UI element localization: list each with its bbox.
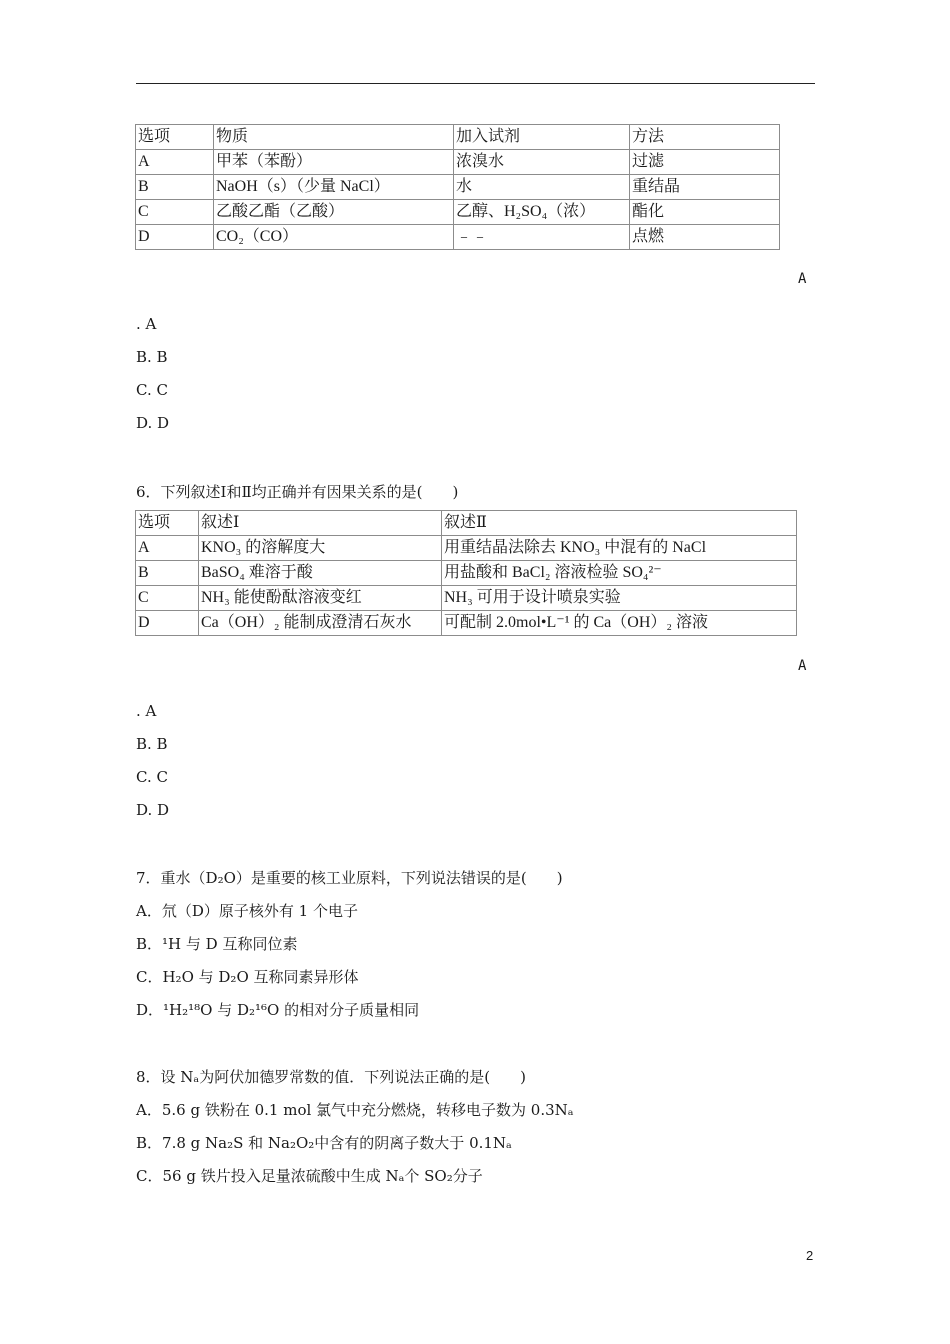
table-header-row	[136, 511, 797, 536]
table-cell: 乙酸乙酯（乙酸）	[214, 200, 454, 225]
table-cell: NH₃ 能使酚酞溶液变红	[199, 586, 442, 611]
option-c: C．56 g 铁片投入足量浓硫酸中生成 Nₐ个 SO₂分子	[136, 1167, 483, 1185]
q6-table	[135, 510, 797, 636]
option-b: B．¹H 与 D 互称同位素	[136, 935, 298, 953]
table-cell: 重结晶	[630, 175, 780, 200]
question-stem: 8．设 Nₐ为阿伏加德罗常数的值．下列说法正确的是( )	[136, 1068, 526, 1086]
table-cell: 用盐酸和 BaCl₂ 溶液检验 SO₄²⁻	[442, 561, 797, 586]
table-row	[136, 611, 797, 636]
table-cell: ﹣﹣	[454, 225, 630, 250]
table-header-cell: 加入试剂	[454, 125, 630, 150]
option-c: C. C	[136, 768, 168, 786]
q5-table	[135, 124, 780, 250]
option-a: A．5.6 g 铁粉在 0.1 mol 氯气中充分燃烧，转移电子数为 0.3Nₐ	[136, 1101, 574, 1119]
table-cell: B	[136, 175, 214, 200]
stray-answer-letter: A	[798, 658, 807, 674]
table-cell: Ca（OH）₂ 能制成澄清石灰水	[199, 611, 442, 636]
option-d: D．¹H₂¹⁸O 与 D₂¹⁶O 的相对分子质量相同	[136, 1001, 420, 1019]
table-cell: B	[136, 561, 199, 586]
table-row	[136, 536, 797, 561]
option-b: B．7.8 g Na₂S 和 Na₂O₂中含有的阴离子数大于 0.1Nₐ	[136, 1134, 512, 1152]
table-cell: A	[136, 150, 214, 175]
table-row	[136, 175, 780, 200]
table-cell: 可配制 2.0mol•L⁻¹ 的 Ca（OH）₂ 溶液	[442, 611, 797, 636]
table-row	[136, 200, 780, 225]
option-d: D. D	[136, 801, 170, 819]
table-header-cell: 物质	[214, 125, 454, 150]
table-header-cell: 选项	[136, 511, 199, 536]
table-row	[136, 586, 797, 611]
stray-answer-letter: A	[798, 271, 807, 287]
table-cell: BaSO₄ 难溶于酸	[199, 561, 442, 586]
option-b: B. B	[136, 348, 168, 366]
table-cell: KNO₃ 的溶解度大	[199, 536, 442, 561]
table-cell: CO₂（CO）	[214, 225, 454, 250]
option-b: B. B	[136, 735, 168, 753]
option-a: A．氘（D）原子核外有 1 个电子	[136, 902, 358, 920]
page-number: 2	[806, 1248, 814, 1263]
table-header-cell: 方法	[630, 125, 780, 150]
table-cell: C	[136, 200, 214, 225]
table-header-cell: 叙述Ⅰ	[199, 511, 442, 536]
table-cell: NH₃ 可用于设计喷泉实验	[442, 586, 797, 611]
option-a: . A	[136, 702, 157, 720]
table-row	[136, 561, 797, 586]
table-cell: NaOH（s）（少量 NaCl）	[214, 175, 454, 200]
table-cell: 乙醇、H₂SO₄（浓）	[454, 200, 630, 225]
question-stem: 6．下列叙述Ⅰ和Ⅱ均正确并有因果关系的是( )	[136, 483, 459, 501]
option-c: C. C	[136, 381, 168, 399]
option-a: . A	[136, 315, 157, 333]
question-stem: 7．重水（D₂O）是重要的核工业原料，下列说法错误的是( )	[136, 869, 563, 887]
header-rule	[136, 83, 815, 84]
table-cell: 过滤	[630, 150, 780, 175]
table-header-cell: 选项	[136, 125, 214, 150]
option-d: D. D	[136, 414, 170, 432]
table-cell: D	[136, 611, 199, 636]
table-cell: 甲苯（苯酚）	[214, 150, 454, 175]
table-cell: 用重结晶法除去 KNO₃ 中混有的 NaCl	[442, 536, 797, 561]
option-c: C．H₂O 与 D₂O 互称同素异形体	[136, 968, 359, 986]
table-cell: D	[136, 225, 214, 250]
table-cell: 点燃	[630, 225, 780, 250]
table-row	[136, 225, 780, 250]
table-cell: A	[136, 536, 199, 561]
table-cell: 酯化	[630, 200, 780, 225]
table-cell: 水	[454, 175, 630, 200]
table-header-row	[136, 125, 780, 150]
table-cell: C	[136, 586, 199, 611]
table-header-cell: 叙述Ⅱ	[442, 511, 797, 536]
table-row	[136, 150, 780, 175]
table-cell: 浓溴水	[454, 150, 630, 175]
